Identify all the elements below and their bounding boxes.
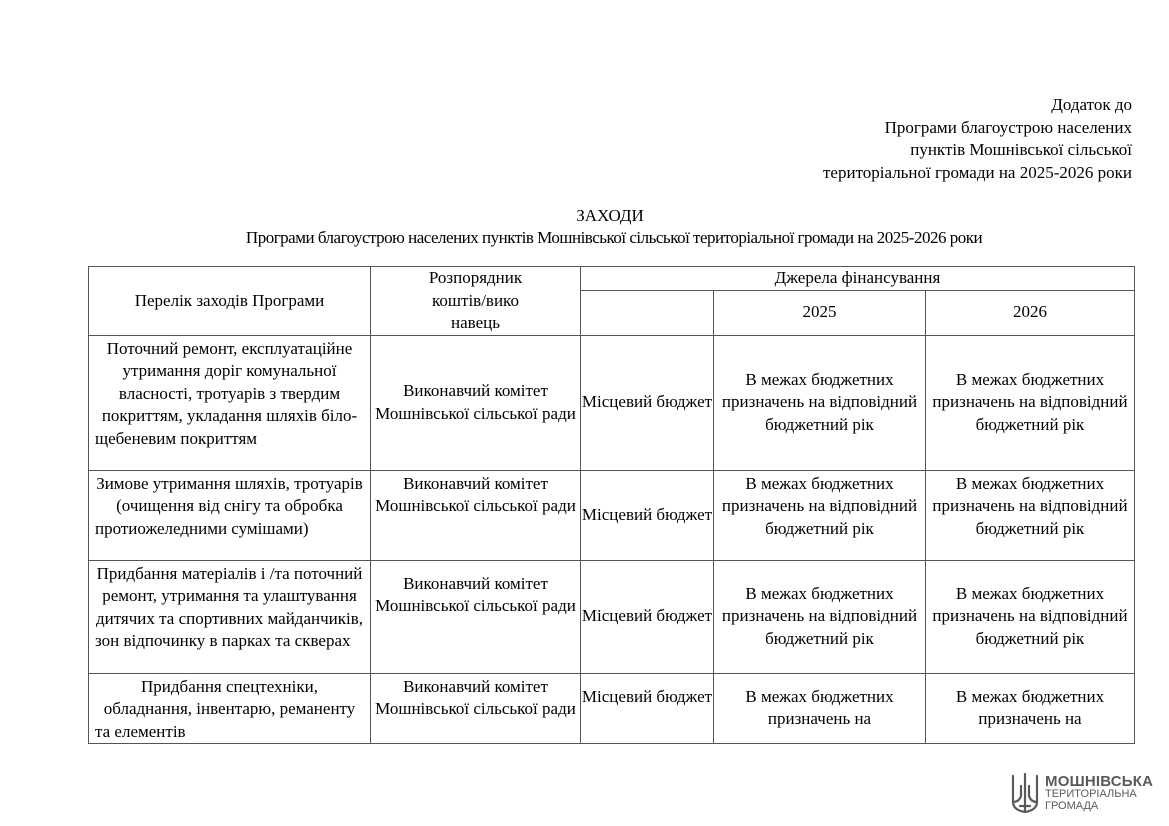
header-manager-line: коштів/вико [432,290,519,310]
appendix-note [823,94,1132,184]
document-subtitle: Програми благоустрою населених пунктів Мошнівської сільської територіальної громади на 2025-2026 роки [245,228,983,247]
budget-2026-cell: В межах бюджетних призначень на відповідний бюджетний рік [926,560,1135,673]
header-measures: Перелік заходів Програми [89,267,371,336]
executor-cell: Виконавчий комітет Мошнівської сільської ради [371,560,581,673]
community-logo [1010,772,1153,816]
budget-2025-cell: В межах бюджетних призначень на відповідний бюджетний рік [714,335,926,470]
header-manager-line: навець [451,313,500,332]
measures-table [88,266,1135,744]
budget-2025-cell: В межах бюджетних призначень на відповідний бюджетний рік [714,560,926,673]
logo-text [1045,773,1154,812]
measure-cell: Поточний ремонт, експлуатаційне утримання доріг комунальної власності, тротуарів з твердим покриттям, укладання шляхів біло-щебеневим покриттям [89,335,371,470]
executor-cell: Виконавчий комітет Мошнівської сільської ради [371,335,581,470]
header-manager-line: Розпорядник [428,268,523,287]
header-year-2026: 2026 [926,290,1135,335]
appendix-line: Програми благоустрою населених [884,117,1132,137]
table-row [89,673,1135,744]
table-row [89,560,1135,673]
trident-icon [1010,772,1040,816]
header-year-2025: 2025 [714,290,926,335]
header-row [89,267,1135,291]
measure-cell: Зимове утримання шляхів, тротуарів (очищення від снігу та обробка протиожеледними сумішами) [89,470,371,560]
header-source-type [581,290,714,335]
budget-2026-cell: В межах бюджетних призначень на відповідний бюджетний рік [926,470,1135,560]
measure-cell: Придбання спецтехніки, обладнання, інвентарю, реманенту та елементів [89,673,371,744]
appendix-line: Додаток до [1051,95,1132,114]
executor-cell: Виконавчий комітет Мошнівської сільської ради [371,673,581,744]
header-manager [371,267,581,336]
header-sources: Джерела фінансування [581,267,1135,291]
budget-2026-cell: В межах бюджетних призначень на [926,673,1135,744]
table-row [89,335,1135,470]
source-cell: Місцевий бюджет [581,673,714,744]
source-cell: Місцевий бюджет [581,470,714,560]
document-title: ЗАХОДИ [576,206,644,225]
source-cell: Місцевий бюджет [581,335,714,470]
logo-name: МОШНІВСЬКА [1045,773,1154,790]
budget-2025-cell: В межах бюджетних призначень на відповідний бюджетний рік [714,470,926,560]
appendix-line: пунктів Мошнівської сільської [910,140,1132,159]
table-row [89,470,1135,560]
budget-2025-cell: В межах бюджетних призначень на [714,673,926,744]
measure-cell: Придбання матеріалів і /та поточний ремонт, утримання та улаштування дитячих та спортивних майданчиків, зон відпочинку в парках та скверах [89,560,371,673]
logo-line: ГРОМАДА [1045,800,1099,812]
source-cell: Місцевий бюджет [581,560,714,673]
budget-2026-cell: В межах бюджетних призначень на відповідний бюджетний рік [926,335,1135,470]
appendix-line: територіальної громади на 2025-2026 роки [823,162,1132,182]
logo-line: ТЕРИТОРІАЛЬНА [1045,788,1137,800]
executor-cell: Виконавчий комітет Мошнівської сільської ради [371,470,581,560]
